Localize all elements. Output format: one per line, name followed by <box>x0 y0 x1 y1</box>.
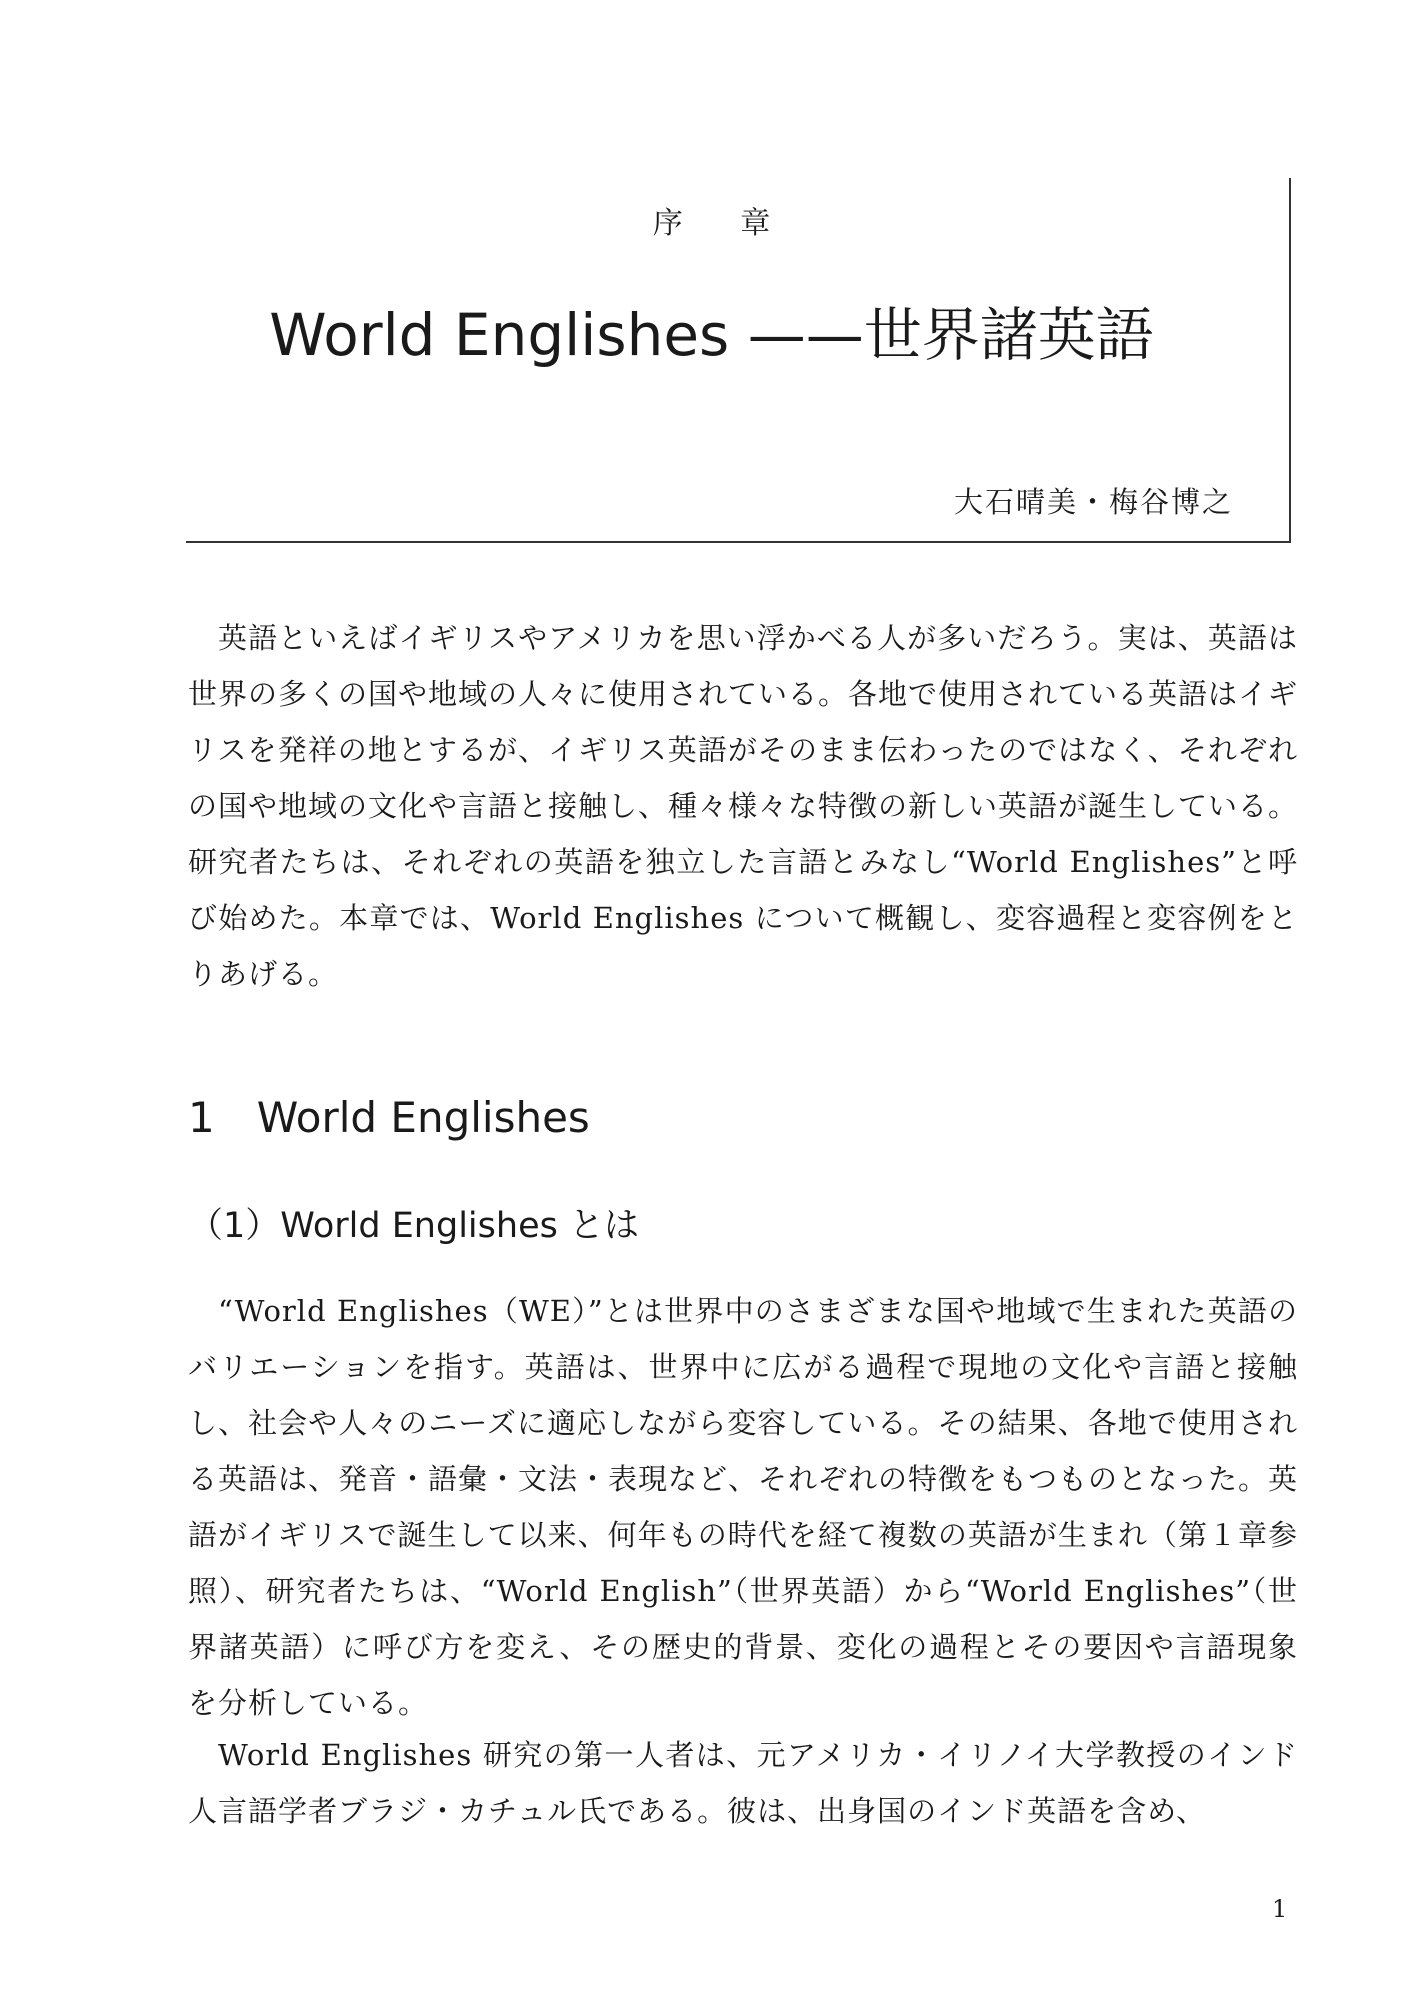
subsection-heading: （1）World Englishes とは <box>188 1206 639 1246</box>
title-frame-right-border <box>1289 178 1291 543</box>
chapter-title: World Englishes ——世界諸英語 <box>269 301 1154 369</box>
page-number: 1 <box>1272 1895 1288 1923</box>
body-paragraph: World Englishes 研究の第一人者は、元アメリカ・イリノイ大学教授のインド人言語学者ブラジ・カチュル氏である。彼は、出身国のインド英語を含め、 <box>188 1738 1298 1828</box>
chapter-authors: 大石晴美・梅谷博之 <box>953 485 1233 519</box>
chapter-label: 序 章 <box>652 206 795 241</box>
body-paragraph: “World Englishes（WE）”とは世界中のさまざまな国や地域で生まれた英語のバリエーションを指す。英語は、世界中に広がる過程で現地の文化や言語と接触し、社会や人々のニーズに適応しながら変容している。その結果、各地で使用される英語は、発音・語彙・文法・表現など、それぞれの特徴をもつものとなった。英語がイギリスで誕生して以来、何年もの時代を経て複数の英語が生まれ（第１章参照）、研究者たちは、“World English”（世界英語）から“World Englishes”（世界諸英語）に呼び方を変え、その歴史的背景、変化の過程とその要因や言語現象を分析している。 <box>188 1294 1299 1720</box>
title-frame-bottom-border <box>186 541 1291 543</box>
section-heading: 1 World Englishes <box>188 1093 590 1142</box>
intro-paragraph: 英語といえばイギリスやアメリカを思い浮かべる人が多いだろう。実は、英語は世界の多くの国や地域の人々に使用されている。各地で使用されている英語はイギリスを発祥の地とするが、イギリス英語がそのまま伝わったのではなく、それぞれの国や地域の文化や言語と接触し、種々様々な特徴の新しい英語が誕生している。研究者たちは、それぞれの英語を独立した言語とみなし“World Englishes”と呼び始めた。本章では、World Englishes について概観し、変容過程と変容例をとりあげる。 <box>188 621 1299 991</box>
